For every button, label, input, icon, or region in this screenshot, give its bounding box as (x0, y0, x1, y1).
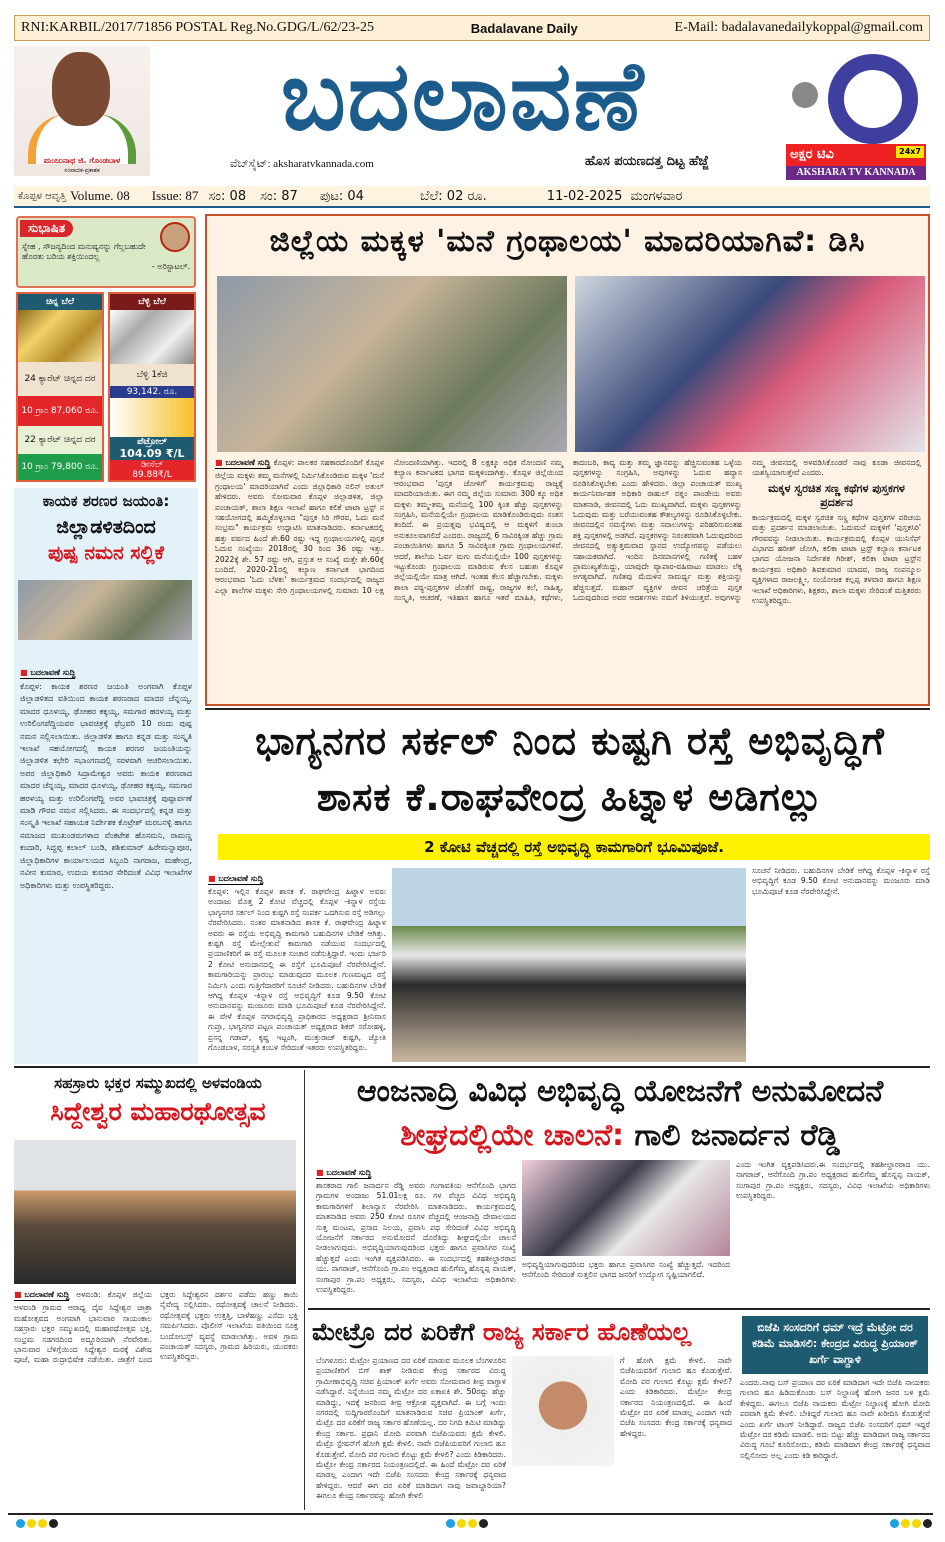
siddeshwara-body: ಅಳವಂಡಿ: ಕೊಪ್ಪಳ ಜಿಲ್ಲೆಯ ಅಳವಂಡಿ ಗ್ರಾಮದ ಆರಾಧ್ಯ ದೈವ ಸಿದ್ದೇಶ್ವರ ಜಾತ್ರಾ ಮಹೋತ್ಸವದ ಅಂಗವಾಗಿ ಭಾನುವಾರ ಸಾಯಂಕಾಲ ಸಹಸ್ರಾರು ಭಕ್ತರ ಸಮ್ಮುಖದಲ್ಲಿ ಮಹಾರಥೋತ್ಸವ ಭಕ್ತಿ, ಸಂಭ್ರಮ ಸಡಗರದಿಂದ ಅದ್ದೂರಿಯಾಗಿ ನೆರವೇರಿತು. ಭಾನುವಾರ ಬೆಳಿಗ್ಗೆಯಿಂದ ಸಿದ್ದೇಶ್ವರ ಮಠಕ್ಕೆ ವಿಶೇಷ ಪೂಜೆ, ಮಹಾ ರುದ್ರಾಭಿಷೇಕ ನಡೆಯಿತು. ಜಾತ್ರೆಗೆ ಬಂದ ಭಕ್ತರು ಸಿದ್ದೇಶ್ವರನ ದರ್ಶನ ಪಡೆದು ಹಣ್ಣು ಕಾಯಿ ನೈವೇದ್ಯ ಸಲ್ಲಿಸಿದರು. ರಥೋತ್ಸವಕ್ಕೆ ಚಾಲನೆ ನೀಡಿದರು. ರಥೋತ್ಸವಕ್ಕೆ ಭಕ್ತರು ಉತ್ತತ್ತಿ, ಬಾಳೆಹಣ್ಣು ಎಸೆದು ಭಕ್ತಿ ಸಮರ್ಪಿಸಿದರು. ಪೊಲೀಸ್ ಇಲಾಖೆಯ ವತಿಯಿಂದ ಸೂಕ್ತ ಬಂದೋಬಸ್ತ್ ವ್ಯವಸ್ಥೆ ಮಾಡಲಾಗಿತ್ತು. ಅವಳಿ ಗ್ರಾಮ ಪಂಚಾಯತ್ ಸದಸ್ಯರು, ಗ್ರಾಮದ ಹಿರಿಯರು, ಯುವಕರು ಉಪಸ್ಥಿತರಿದ್ದರು. (14, 1290, 298, 1365)
metro-headline-red: ರಾಜ್ಯ ಸರ್ಕಾರ ಹೊಣೆಯಲ್ಲ (482, 1318, 692, 1346)
date: 11-02-2025 (546, 188, 623, 204)
top-info-bar (14, 15, 930, 41)
paper-name-english: Badalavane Daily (470, 20, 578, 36)
gold-title: ಚಿನ್ನ ಬೆಲೆ (18, 294, 102, 310)
kayaka-body: ಕೊಪ್ಪಳ: ಕಾಯಕ ಶರಣರ ಜಯಂತಿ ಅಂಗವಾಗಿ ಕೊಪ್ಪಳ ಜಿಲ್ಲಾಡಳಿತದ ವತಿಯಿಂದ ಕಾಯಕ ಶರಣರಾದ ಮಾದರ ಚೆನ್ನಯ್ಯ, ಮಾದರ ಧೂಳಯ್ಯ, ಢೋಹರ ಕಕ್ಕಯ್ಯ, ಸಮಗಾರ ಹರಳಯ್ಯ ಮತ್ತು ಉರಿಲಿಂಗಪೆದ್ದಿಯವರ ಭಾವಚಿತ್ರಕ್ಕೆ ಫೆಬ್ರವರಿ 10 ರಂದು ಪುಷ್ಪ ನಮನ ಸಲ್ಲಿಸಲಾಯಿತು. ಜಿಲ್ಲಾಡಳಿತ ಹಾಗೂ ಕನ್ನಡ ಮತ್ತು ಸಂಸ್ಕೃತಿ ಇಲಾಖೆ ಸಹಯೋಗದಲ್ಲಿ ಕಾಯಕ ಶರಣರ ಜಯಂತಿಯನ್ನು ಜಿಲ್ಲಾಡಳಿತ ಕಛೇರಿ ಸಭಾಂಗಣದಲ್ಲಿ ಸರಳವಾಗಿ ಆಚರಿಸಲಾಯಿತು. ಅಪರ ಜಿಲ್ಲಾಧಿಕಾರಿ ಸಿದ್ರಾಮೇಶ್ವರ ಅವರು ಕಾಯಕ ಶರಣರಾದ ಮಾದರ ಚೆನ್ನಯ್ಯ, ಮಾದರ ಧೂಳಯ್ಯ, ಢೋಹರ ಕಕ್ಕಯ್ಯ, ಸಮಗಾರ ಹರಳಯ್ಯ ಮತ್ತು ಉರಿಲಿಂಗಪೆದ್ದಿ ಅವರ ಭಾವಚಿತ್ರಕ್ಕೆ ಪುಷ್ಪಾರ್ಪಣೆ ಮಾಡಿ ಗೌರವ ನಮನ ಸಲ್ಲಿಸಿದರು. ಈ ಸಂದರ್ಭದಲ್ಲಿ ಕನ್ನಡ ಮತ್ತು ಸಂಸ್ಕೃತಿ ಇಲಾಖೆ ಸಹಾಯಕ ನಿರ್ದೇಶಕ ಕೊಟ್ರೇಶ್ ಮರಬನಳ್ಳಿ ಹಾಗೂ ಸಮಾಜದ ಮುಖಂಡರುಗಳಾದ ವೆಂಕಟೇಶ ಹೊಸಮನಿ, ರಾಮಣ್ಣ ಕಂದಾರಿ, ಸಿದ್ದಪ್ಪ ಕಲಾಲ್ ಬಂಡಿ, ಶಶಿಕುಮಾರ್ ಹಿರೇಮನ್ನಾಪೂರ, ಜಿಲ್ಲಾಧಿಕಾರಿಗಳ ಕಾರ್ಯಾಲಯದ ಸಿಬ್ಬಂದಿ ನಾಗರಾಜ, ಮಹೇಂದ್ರ, ನವೀನ ಕುಮಾರ, ಉದಯ ಕುಮಾರ ಸೇರಿದಂತೆ ವಿವಿಧ ಇಲಾಖೆಗಳ ಅಧಿಕಾರಿಗಳು ಮತ್ತು ಉಪಸ್ಥಿತರಿದ್ದರು. (20, 682, 192, 890)
anjanadri-body: ಶಾಸಕರಾದ ಗಾಲಿ ಜನಾರ್ದನ ರೆಡ್ಡಿ ಅವರು ಗಂಗಾವತಿಯ ಆನೆಗೊಂದಿ ಭಾಗದ ಗ್ರಾಮಗಳ ಅಂದಾಜು 51.01ಲಕ್ಷ ರೂ. ಗಳ ವೆಚ್ಚದ ವಿವಿಧ ಅಭಿವೃದ್ಧಿ ಕಾಮಗಾರಿಗಳಿಗೆ ಶಿಲಾನ್ಯಾಸ ನೆರವೇರಿಸಿ ಮಾತನಾಡಿದರು. ಕಾರ್ಯಕ್ರಮದಲ್ಲಿ ಮಾತನಾಡಿದ ಅವರು 250 ಕೋಟಿ ರೂಗಳ ವೆಚ್ಚದಲ್ಲಿ ಆಂಜನಾದ್ರಿ ದೇವಾಲಯದ ಸುತ್ತ ಮಂಟಪ, ಪ್ರಸಾದ ನಿಲಯ, ಪ್ರವಾಸಿ ಪಥ ಸೇರಿದಂತೆ ವಿವಿಧ ಅಭಿವೃದ್ಧಿ ಯೋಜನೆಗೆ ಸರ್ಕಾರದ ಅನುಮೋದನೆ ದೊರೆತಿದ್ದು ಶೀಘ್ರದಲ್ಲಿಯೇ ಚಾಲನೆ ನೀಡಲಾಗುವುದು. ಅಭಿವೃದ್ಧಿಯಾಗುವುದರಿಂದ ಭಕ್ತರು ಹಾಗೂ ಪ್ರವಾಸಿಗರ ಸಂಖ್ಯೆ ಹೆಚ್ಚುತ್ತದೆ ಎಂದು ಇಂಗಿತ ವ್ಯಕ್ತಪಡಿಸಿದರು. ಈ ಸಂದರ್ಭದಲ್ಲಿ ತಹಶೀಲ್ದಾರರಾದ ಯು. ನಾಗರಾಜ್, ಆನೆಗೊಂದಿ ಗ್ರಾ.ಪಂ ಅಧ್ಯಕ್ಷರಾದ ಹುಲಿಗೆಮ್ಮ ಹೊನ್ನಪ್ಪ ನಾಯಕ್, ಸಂಗಾಪುರ ಗ್ರಾ.ಪಂ ಅಧ್ಯಕ್ಷರು, ಸದಸ್ಯರು, ವಿವಿಧ ಇಲಾಖೆಯ ಅಧಿಕಾರಿಗಳು ಉಪಸ್ಥಿತರಿದ್ದರು. (316, 1181, 516, 1295)
metro-body-2: ಎಂದರು.ನಾವು ಬಸ್ ಪ್ರಯಾಣ ದರ ಏರಿಕೆ ಮಾಡಿದಾಗ ಇದೇ ಬಿಜೆಪಿ ನಾಯಕರು ಗುಲಾಬಿ ಹೂ ಹಿಡಿದುಕೊಂಡು ಬಸ್ ನಿಲ್ದಾಣಕ್ಕೆ ಹೋಗಿ ಜನರ ಬಳಿ ಕ್ಷಮೆ ಕೇಳಿದ್ದರು. ಈಗಲೂ ಬಿಜೆಪಿ ನಾಯಕರು ಮೆಟ್ರೋ ನಿಲ್ದಾಣಕ್ಕೆ ಹೋಗಿ ಮೋದಿ ಪರವಾಗಿ ಕ್ಷಮೆ ಕೇಳಲಿ. ಬೇಕಿದ್ದರೆ ಗುಲಾಬಿ ಹೂ ನಾವೇ ಖರೀದಿಸಿ ಕೊಡುತ್ತೇವೆ ಎಂದು ಖರ್ಗೆ ಟಾಂಗ್ ನೀಡಿದ್ದಾರೆ. ರಾಜ್ಯದ ಬಿಜೆಪಿ ಸಂಸದರಿಗೆ ಧಮ್ ಇದ್ದರೆ ಮೆಟ್ರೋ ದರ ಕಡಿಮೆ ಮಾಡಲಿ. ಅದು ಬಿಟ್ಟು ಹೆಚ್ಚು ಮಾಡಿದಾಗ ರಾಜ್ಯ ಸರ್ಕಾರದ ವಿರುದ್ಧ ಗೂಬೆ ಕೂರಿಸೋದು, ಕಡಿಮೆ ಮಾಡಿದಾಗ ಕೇಂದ್ರ ಸರ್ಕಾರಕ್ಕೆ ಧನ್ಯವಾದ ಸಲ್ಲಿಸೋದು ಅಲ್ಲ ಎಂದು ಕಿಡಿ ಕಾರಿದ್ದಾರೆ. (740, 1378, 930, 1460)
kayaka-article (14, 488, 198, 1064)
aristotle-portrait (160, 222, 190, 252)
price: ಬೆಲೆ: 02 ರೂ. (419, 188, 487, 204)
registration-dots (16, 1519, 58, 1528)
anjanadri-photo (522, 1160, 730, 1256)
top-story-body-2: ಕಾರ್ಯಕ್ರಮದಲ್ಲಿ ಮಕ್ಕಳ ಸ್ವರಚಿತ ಸಣ್ಣ ಕಥೆಗಳ ಪುಸ್ತಕಗಳ ಪರಿಚಯ ಮತ್ತು ಪ್ರದರ್ಶನ ಮಾಡಲಾಯಿತು. ಓದುಮನೆ ಮಕ್ಕಳಿಗೆ 'ಪುಸ್ತಕಸಿರಿ' ಗೌರವವನ್ನು ನೀಡಲಾಯಿತು. ಕಾರ್ಯಕ್ರಮದಲ್ಲಿ ಕೊಪ್ಪಳ ಯುನಿಸೆಫ್ ವಿಭಾಗದ ಹರೀಶ್ ಜೋಗಿ, ಕಲಿಕಾ ಟಾಟಾ ಟ್ರಸ್ಟ್ ಕಲ್ಯಾಣ ಕರ್ನಾಟಕ ಭಾಗದ ಯೋಜನಾ ನಿರ್ದೇಶಕ ಗಿರೀಶ್, ಕಲಿಕಾ ಟಾಟಾ ಟ್ರಸ್ಟ್‌ನ ಕಾರ್ಯಕ್ರಮ ಅಧಿಕಾರಿ ಶಿವಕುಮಾರ ಯಾದವ, ರಾಜ್ಯ ಸಂಪನ್ಮೂಲ ವ್ಯಕ್ತಿಗಳಾದ ರಾಜಲಕ್ಷ್ಮೀ, ಸಂಯೋಜಕ ಕಲ್ಲಪ್ಪ ತಳವಾರ ಹಾಗೂ ಶಿಕ್ಷಣ ಇಲಾಖೆ ಅಧಿಕಾರಿಗಳು, ಶಿಕ್ಷಕರು, ಶಾಲಾ ಮಕ್ಕಳು ಸೇರಿದಂತೆ ಮತ್ತಿತರರು ಉಪಸ್ಥಿತರಿದ್ದರು. (752, 512, 921, 606)
volume: Volume. 08 (70, 188, 130, 203)
byline: ■ ಬದಲಾವಣೆ ಸುದ್ದಿ (14, 1290, 69, 1301)
issue: Issue: 87 (151, 188, 199, 203)
subhashita-title: ಸುಭಾಷಿತ (20, 220, 73, 237)
road-story-photo (392, 868, 746, 1062)
byline: ■ ಬದಲಾವಣೆ ಸುದ್ದಿ (316, 1168, 371, 1179)
issue-info-bar (14, 186, 930, 208)
byline: ■ ಬದಲಾವಣೆ ಸುದ್ದಿ (208, 874, 263, 885)
subhashita-text: ಸ್ನೇಹ , ಸೌಜನ್ಯದಿಂದ ಮನುಷ್ಯನನ್ನು ಗೆಲ್ಲಬಹುದೇ ಹೊರತು ಬರಿಯ ಶಕ್ತಿಯಿಂದಲ್ಲ (22, 242, 146, 261)
rni-number: RNI:KARBIL/2017/71856 POSTAL Reg.No.GDG/L/62/23-25 (21, 20, 375, 35)
samputa: ಸಂ: 08 (208, 188, 247, 204)
gold24-value: 10 ಗ್ರಾಂ 87,060 ರೂ. (18, 396, 102, 426)
metro-headline (312, 1312, 732, 1352)
divider (14, 1066, 930, 1068)
registration-dots (890, 1519, 932, 1528)
tv-label: ಅಕ್ಷರ ಟಿವಿ (790, 147, 834, 162)
editor-role: ಸಂಪಾದಕ-ಪ್ರಕಾಶಕ (64, 167, 100, 174)
gold-prices (16, 292, 104, 482)
byline: ■ ಬದಲಾವಣೆ ಸುದ್ದಿ (20, 668, 75, 679)
kayaka-photo (18, 580, 192, 640)
gold24-label: 24 ಕ್ಯಾರೆಟ್ ಚಿನ್ನದ ದರ (18, 362, 102, 396)
metro-body: ಬೆಂಗಳೂರು: ಮೆಟ್ರೋ ಪ್ರಯಾಣದ ದರ ಏರಿಕೆ ಮಾಡುವ ಮೂಲಕ ಬೆಂಗಳೂರಿನ ಪ್ರಯಾಣಿಕರಿಗೆ ಬಿಗ್ ಶಾಕ್ ನೀಡಿರುವ ಕೇಂದ್ರ ಸರ್ಕಾರದ ವಿರುದ್ಧ ಗ್ರಾಮೀಣಾಭಿವೃದ್ಧಿ ಸಚಿವ ಪ್ರಿಯಾಂಕ್ ಖರ್ಗೆ ಅವರು ಸೋಮವಾರ ತೀವ್ರ ವಾಗ್ದಾಳಿ ನಡೆಸಿದ್ದಾರೆ. ನಿನ್ನೆಯಿಂದ ನಮ್ಮ ಮೆಟ್ರೋ ದರ ಏಕಾಏಕಿ ಶೇ. 50ರಷ್ಟು ಹೆಚ್ಚು ಮಾಡಿದ್ದು, ಇದಕ್ಕೆ ಜನರಿಂದ ತೀವ್ರ ಆಕ್ರೋಶ ವ್ಯಕ್ತವಾಗಿದೆ. ಈ ಬಗ್ಗೆ ಇಂದು ನಗರದಲ್ಲಿ ಸುದ್ದಿಗಾರರೊಂದಿಗೆ ಮಾತನಾಡಿರುವ ಸಚಿವ ಪ್ರಿಯಾಂಕ್ ಖರ್ಗೆ, ಮೆಟ್ರೊ ದರ ಏರಿಕೆಗೆ ರಾಜ್ಯ ಸರ್ಕಾರ ಹೊಣೆಯಲ್ಲ. ದರ ನಿಗದಿ ಕಮಿಟಿ ಮಾಡಿದ್ದು ಕೇಂದ್ರ ಸರ್ಕಾರ. ಪ್ರಧಾನಿ ಮೋದಿ ಪರವಾಗಿ ಬಿಜೆಪಿಯವರು ಕ್ಷಮೆ ಕೇಳಲಿ. ಮೆಟ್ರೊ ಸ್ಟೇಷನ್‌ಗೆ ಹೋಗಿ ಕ್ಷಮೆ ಕೇಳಲಿ. ನಾವೇ ಬಿಜೆಪಿಯವರಿಗೆ ಗುಲಾಬಿ ಹೂ ಕೊಡುತ್ತೇವೆ. ಮೋದಿ ಪರ ಗುಲಾಬಿ ಕೊಟ್ಟು ಕ್ಷಮೆ ಕೇಳಲಿ? ಎಂದು ಕಿಡಿಕಾರಿದರು. ಮೆಟ್ರೋ ಕೇಂದ್ರ ಸರ್ಕಾರದ ನಿಯಂತ್ರಣದಲ್ಲಿದೆ. ಈ ಹಿಂದೆ ಮೆಟ್ರೋ ದರ ಏರಿಕೆ ಮಾಡಲ್ಲ ಎಂದಾಗ ಇದೇ ಬಿಜೆಪಿ ಸಂಸದರು ಕೇಂದ್ರ ಸರ್ಕಾರಕ್ಕೆ ಧನ್ಯವಾದ ಹೇಳಿದ್ದರು. ಆದರೆ ಈಗ ದರ ಏರಿಕೆ ಮಾಡಿದಾಗ ನಾವು ಜವಾಬ್ದಾರಿಯಾ? ಈಗಲೂ ಕೇಂದ್ರ ಸರ್ಕಾರವನ್ನು ಹೋಗಿ ಕೇಳಲಿ (316, 1356, 506, 1501)
microphone-icon (792, 82, 818, 108)
silver-value: 93,142. ರೂ. (110, 386, 194, 398)
road-story-headline-2: ಶಾಸಕ ಕೆ.ರಾಘವೇಂದ್ರ ಹಿಟ್ನಾಳ ಅಡಿಗಲ್ಲು (316, 775, 824, 819)
metro-side-box: ಬಿಜೆಪಿ ಸಂಸದರಿಗೆ ಧಮ್ ಇದ್ರೆ ಮೆಟ್ರೋ ದರ ಕಡಿಮೆ ಮಾಡಿಸಲಿ: ಕೇಂದ್ರದ ವಿರುದ್ಧ ಪ್ರಿಯಾಂಕ್ ಖರ್ಗೆ ವಾಗ್ದಾಳಿ (742, 1316, 928, 1374)
top-story-headline: ಜಿಲ್ಲೆಯ ಮಕ್ಕಳ 'ಮನೆ ಗ್ರಂಥಾಲಯ' ಮಾದರಿಯಾಗಿವೆ: ಡಿಸಿ (269, 224, 866, 259)
priyank-kharge-photo (512, 1356, 614, 1466)
siddeshwara-article (14, 1072, 302, 1130)
tagline: ಹೊಸ ಪಯಣದತ್ತ ದಿಟ್ಟ ಹೆಜ್ಜೆ (585, 154, 709, 169)
divider (308, 1308, 930, 1310)
edition: ಕೊಪ್ಪಳ ಆವೃತ್ತಿ (18, 190, 67, 202)
anjanadri-headline-2: ಗಾಲಿ ಜನಾರ್ದನ ರೆಡ್ಡಿ (634, 1118, 840, 1153)
weekday: ಮಂಗಳವಾರ (630, 188, 683, 204)
tv-name-english: AKSHARA TV KANNADA (786, 166, 926, 180)
top-story-photo-1 (217, 276, 567, 452)
website: ವೆಬ್‌ಸೈಟ್: aksharatvkannada.com (230, 158, 374, 170)
sanchike: ಸಂ: 87 (260, 188, 298, 204)
editor-name: ಮಂಜುನಾಥ ಜಿ. ಗೊಂಡಬಾಳ (43, 156, 121, 165)
gold22-label: 22 ಕ್ಯಾರೆಟ್ ಚಿನ್ನದ ದರ (18, 426, 102, 454)
diesel-label: ಡೀಸೆಲ್ (140, 460, 164, 471)
silver-fuel-prices (108, 292, 196, 482)
silver-bars-image (110, 310, 194, 365)
siddeshwara-headline-2: ಸಿದ್ದೇಶ್ವರ ಮಹಾರಥೋತ್ಸವ (50, 1097, 266, 1126)
petrol-label: ಪೆಟ್ರೋಲ್ (137, 437, 167, 448)
tv-badge: 24x7 (896, 146, 924, 158)
registration-dots (446, 1519, 488, 1528)
road-story-body-cont: ಸೂಚನೆ ನೀಡಿದರು. ಬಹುದಿನಗಳ ಬೇಡಿಕೆ ಆಗಿದ್ದ ಕೊಪ್ಪಳ -ಕಿನ್ನಾಳ ರಸ್ತೆ ಅಭಿವೃದ್ಧಿಗೆ ಕೂಡ 9.50 ಕೋಟಿ ಅನುದಾನವನ್ನು ಮಂಜೂರು ಮಾಡಿ ಭೂಮಿಪೂಜೆ ಕೂಡ ನೆರವೇರಿಸಿದ್ದೇನೆ. (752, 866, 930, 896)
top-story-photo-2 (575, 276, 925, 452)
subhashita-box (16, 216, 196, 288)
gold-bars-image (18, 310, 102, 362)
petrol-value: 104.09 ₹/L (119, 447, 185, 461)
metro-body-cont: ಗೆ ಹೋಗಿ ಕ್ಷಮೆ ಕೇಳಲಿ. ನಾವೇ ಬಿಜೆಪಿಯವರಿಗೆ ಗುಲಾಬಿ ಹೂ ಕೊಡುತ್ತೇವೆ. ಮೋದಿ ಪರ ಗುಲಾಬಿ ಕೊಟ್ಟು ಕ್ಷಮೆ ಕೇಳಲಿ? ಎಂದು ಕಿಡಿಕಾರಿದರು. ಮೆಟ್ರೋ ಕೇಂದ್ರ ಸರ್ಕಾರದ ನಿಯಂತ್ರಣದಲ್ಲಿದೆ. ಈ ಹಿಂದೆ ಮೆಟ್ರೋ ದರ ಏರಿಕೆ ಮಾಡಲ್ಲ ಎಂದಾಗ ಇದೇ ಬಿಜೆಪಿ ಸಂಸದರು ಕೇಂದ್ರ ಸರ್ಕಾರಕ್ಕೆ ಧನ್ಯವಾದ ಹೇಳಿದ್ದರು. (620, 1356, 732, 1438)
kayaka-headline-2: ಜಿಲ್ಲಾಡಳಿತದಿಂದ (56, 516, 156, 538)
diesel-value: 89.88₹/L (132, 470, 172, 481)
page-number: ಪುಟ: 04 (319, 188, 364, 204)
metro-headline-black: ಮೇಟ್ರೊ ದರ ಏರಿಕೆಗೆ (312, 1318, 475, 1346)
column-divider (304, 1070, 305, 1510)
rathotsava-photo (14, 1140, 296, 1284)
road-story-body: ಕೊಪ್ಪಳ: ಇಲ್ಲಿನ ಕೊಪ್ಪಳ ಶಾಸಕ ಕೆ. ರಾಘವೇಂದ್ರ ಹಿಟ್ನಾಳ ಅವರು ಅಂದಾಜು ಮೊತ್ತ 2 ಕೋಟಿ ವೆಚ್ಚದಲ್ಲಿ ಕೊಪ್ಪಳ -ಕಿನ್ನಾಳ ರಸ್ತೆಯ ಭಾಗ್ಯನಗರ ಸರ್ಕಲ್ ನಿಂದ ಕುಷ್ಟಗಿ ರಸ್ತೆ ಸಂಪರ್ಕ ಒದಗಿಸುವ ರಸ್ತೆ ಅಡಿಗಲ್ಲು ನೆರವೇರಿಸಿದರು. ನಂತರ ಮಾತನಾಡಿದ ಶಾಸಕ ಕೆ. ರಾಘವೇಂದ್ರ ಹಿಟ್ನಾಳ ಅವರು ಈ ರಸ್ತೆಯ ಅಭಿವೃದ್ಧಿ ಕಾಮಗಾರಿ ಬಹುದಿನಗಳ ಬೇಡಿಕೆ ಆಗಿತ್ತು. ಕುಷ್ಟಗಿ ರಸ್ತೆ ಮೇಲ್ಸೇತುವೆ ಕಾಮಗಾರಿ ನಡೆಯುವ ಸಂದರ್ಭದಲ್ಲಿ ಪ್ರಯಾಣಿಕರಿಗೆ ಈ ರಸ್ತೆ ಮೂಲಕ ಸಂಚಾರ ನಡೆಸುತ್ತಿದ್ದಾರೆ. ಇಂದು ಭರ್ಜರಿ 2 ಕೋಟಿ ಅನುದಾನದಲ್ಲಿ ಈ ರಸ್ತೆಗೆ ಭೂಮಿಪೂಜೆ ನೆರವೇರಿಸಿದ್ದೇನೆ. ಕಾಮಗಾರಿಯನ್ನು ಪ್ರಾರಂಭ ಮಾಡುವುದರ ಮೂಲಕ ಗುಣಮಟ್ಟದ ರಸ್ತೆ ನಿರ್ಮಿಸಿ ಎಂದು ಗುತ್ತಿಗೆದಾರರಿಗೆ ಸೂಚನೆ ನೀಡಿದರು. ಬಹುದಿನಗಳ ಬೇಡಿಕೆ ಆಗಿದ್ದ ಕೊಪ್ಪಳ -ಕಿನ್ನಾಳ ರಸ್ತೆ ಅಭಿವೃದ್ಧಿಗೆ ಕೂಡ 9.50 ಕೋಟಿ ಅನುದಾನವನ್ನು ಮಂಜೂರು ಮಾಡಿ ಭೂಮಿಪೂಜೆ ಕೂಡ ನೆರವೇರಿಸಿದ್ದೇನೆ. ಈ ವೇಳೆ ಕೊಪ್ಪಳ ನಗರಾಭಿವೃದ್ಧಿ ಪ್ರಾಧಿಕಾರದ ಅಧ್ಯಕ್ಷರಾದ ಶ್ರೀನಿವಾಸ ಗುಪ್ತಾ, ಭಾಗ್ಯನಗರ ಪಟ್ಟಣ ಪಂಚಾಯತ್ ಅಧ್ಯಕ್ಷರಾದ ಶಿಕರ್ ಸರೋಹಳ್ಳಿ, ಪ್ರಸನ್ನ ಗಡಾದ್, ಕೃಷ್ಣ ಇಟ್ಟಂಗಿ, ಮುತ್ತುರಾಜ್ ಕುಷ್ಟಗಿ, ಜ್ಯೋತಿ ಗೊಂಡಬಾಳ, ಸರಸ್ವತಿ ಕಂಬಳಿ ಸೇರಿದಂತೆ ಇತರರು ಉಪಸ್ಥಿತರಿದ್ದರು. (208, 887, 386, 1053)
anjanadri-body-cont-2: ಎಂದು ಇಂಗಿತ ವ್ಯಕ್ತಪಡಿಸಿದರು.ಈ ಸಂದರ್ಭದಲ್ಲಿ ತಹಶೀಲ್ದಾರರಾದ ಯು. ನಾಗರಾಜ್, ಆನೆಗೊಂದಿ ಗ್ರಾ.ಪಂ ಅಧ್ಯಕ್ಷರಾದ ಹುಲಿಗೆಮ್ಮ ಹೊನ್ನಪ್ಪ ನಾಯಕ್, ಸಂಗಾಪುರ ಗ್ರಾ.ಪಂ ಅಧ್ಯಕ್ಷರು, ಸದಸ್ಯರು, ವಿವಿಧ ಇಲಾಖೆಯ ಅಧಿಕಾರಿಗಳು ಉಪಸ್ಥಿತರಿದ್ದರು. (736, 1160, 930, 1201)
kayaka-headline-3: ಪುಷ್ಪ ನಮನ ಸಲ್ಲಿಕೆ (47, 542, 165, 564)
silver-label: ಬೆಳ್ಳಿ 1ಕೆಜಿ (110, 364, 194, 385)
road-story-headline-1: ಭಾಗ್ಯನಗರ ಸರ್ಕಲ್ ನಿಂದ ಕುಷ್ಟಗಿ ರಸ್ತೆ ಅಭಿವೃದ್ಧಿಗೆ (255, 719, 885, 763)
anjanadri-headline-1: ಆಂಜನಾದ್ರಿ ವಿವಿಧ ಅಭಿವೃದ್ಧಿ ಯೋಜನೆಗೆ ಅನುಮೋದನೆ (356, 1074, 884, 1109)
kayaka-headline-1: ಕಾಯಕ ಶರಣರ ಜಯಂತಿ: (42, 492, 170, 510)
fuel-pump-icon (110, 398, 194, 437)
masthead-logo: ಬದಲಾವಣೆ (280, 40, 646, 152)
byline: ■ ಬದಲಾವಣೆ ಸುದ್ದಿ (215, 458, 270, 469)
subhashita-author: - ಅರಿಸ್ಟಾಟಲ್. (151, 262, 190, 271)
top-story (205, 214, 930, 706)
email: E-Mail: badalavanedailykoppal@gmail.com (674, 20, 923, 35)
gold22-value: 10 ಗ್ರಾಂ 79,800 ರೂ. (18, 454, 102, 480)
footer-divider (8, 1513, 933, 1515)
anjanadri-headline-2-red: ಶೀಘ್ರದಲ್ಲಿಯೇ ಚಾಲನೆ: (400, 1118, 625, 1153)
anjanadri-body-cont: ಅಭಿವೃದ್ಧಿಯಾಗುವುದರಿಂದ ಭಕ್ತರು ಹಾಗೂ ಪ್ರವಾಸಿಗರ ಸಂಖ್ಯೆ ಹೆಚ್ಚುತ್ತದೆ. ಇದರಿಂದ ಆನೆಗೊಂದಿ ಸೇರಿದಂತೆ ಸುತ್ತಲಿನ ಭಾಗದ ಜನರಿಗೆ ಉದ್ಯೋಗ ಸೃಷ್ಟಿಯಾಗಲಿದೆ. (522, 1260, 730, 1280)
top-story-subhead: ಮಕ್ಕಳ ಸ್ವರಚಿತ ಸಣ್ಣ ಕಥೆಗಳ ಪುಸ್ತಕಗಳ ಪ್ರದರ್ಶನ (768, 481, 905, 509)
road-story-subhead: 2 ಕೋಟಿ ವೆಚ್ಚದಲ್ಲಿ ರಸ್ತೆ ಅಭಿವೃದ್ಧಿ ಕಾಮಗಾರಿಗೆ ಭೂಮಿಪೂಜೆ. (218, 834, 930, 860)
akshara-tv-logo (786, 48, 926, 180)
editor-photo (14, 46, 150, 176)
divider (205, 708, 930, 710)
silver-title: ಬೆಳ್ಳಿ ಬೆಲೆ (110, 294, 194, 310)
siddeshwara-headline-1: ಸಹಸ್ರಾರು ಭಕ್ತರ ಸಮ್ಮುಖದಲ್ಲಿ ಅಳವಂಡಿಯ (54, 1074, 262, 1092)
price-box (16, 292, 196, 482)
top-story-body: ಕೊಪ್ಪಳ: ಪಾಲಕರ ಸಹಕಾರದೊಂದಿಗೆ ಕೊಪ್ಪಳ ಜಿಲ್ಲೆಯ ಮಕ್ಕಳು ತಮ್ಮ ಮನೆಗಳಲ್ಲಿ ನಿರ್ಮಿಸಿಕೊಂಡಿರುವ ಮಕ್ಕಳ 'ಮನೆ ಗ್ರಂಥಾಲಯ' ಮಾದರಿಯಾಗಿವೆ ಎಂದು ಜಿಲ್ಲಾಧಿಕಾರಿ ನಲಿನ್ ಅತುಲ್ ಹೇಳಿದರು. ಅವರು ಸೋಮವಾರ ಕೊಪ್ಪಳ ಜಿಲ್ಲಾಡಳಿತ, ಜಿಲ್ಲಾ ಪಂಚಾಯತ್, ಶಾಲಾ ಶಿಕ್ಷಣ ಇಲಾಖೆ ಹಾಗೂ ಕಲಿಕೆ ಟಾಟಾ ಟ್ರಸ್ಟ್ ನ ಸಹಯೋಗದಲ್ಲಿ ಹಮ್ಮಿಕೊಳ್ಳಲಾದ "ಪುಸ್ತಕ ಸಿರಿ ಗೌರವ, ಓದು ಮನೆ ಸಂಭ್ರಮ" ಕಾರ್ಯಕ್ರಮ ಉದ್ಘಾಟಿಸಿ ಮಾತನಾಡಿದರು. ಕರ್ನಾಟಕದಲ್ಲಿ ಹತ್ತು ವರ್ಷದ ಹಿಂದೆ ಶೇ.60 ರಷ್ಟು ಇದ್ದ ಗ್ರಂಥಾಲಯಗಳಲ್ಲಿ ಪುಸ್ತಕ ಓದುವ ಸಂಖ್ಯೆಯು 2018ರಲ್ಲಿ 30 ರಿಂದ 36 ರಷ್ಟು ಇತ್ತು. 2022ಕ್ಕೆ ಶೇ. 57 ರಷ್ಟು ಆಗಿ, ಪ್ರಸ್ತುತ ಆ ಸಂಖ್ಯೆ ಮತ್ತೇ ಶೇ.60ಕ್ಕೆ ಬಂದಿದೆ. 2020-21ರಲ್ಲಿ ಕಲ್ಯಾಣ ಕರ್ನಾಟಕ ಭಾಗದಿಂದ ಆರಂಭವಾದ 'ಓದು ಬೆಳಕು' ಕಾರ್ಯಕ್ರಮದ ಸಂದರ್ಭದಲ್ಲಿ ರಾಜ್ಯದ ಎಲ್ಲಾ ಶಾಲೆಗಳ ಮಕ್ಕಳು ಸೇರಿ ಗ್ರಂಥಾಲಯಗಳಲ್ಲಿ ಸುಮಾರು 10 ಲಕ್ಷ ನೋಂದಣಿಯಾಗಿತ್ತು. ಇದರಲ್ಲಿ 8 ಲಕ್ಷಕ್ಕೂ ಅಧಿಕ ನೋಂದಣಿ ನಮ್ಮ ಕಲ್ಯಾಣ ಕರ್ನಾಟಕದ ಭಾಗದ ಮಕ್ಕಳಿಂದಾಗಿತ್ತು. ಕೊಪ್ಪಳ ಜಿಲ್ಲೆಯಿಂದ ಆರಂಭವಾದ 'ಪುಸ್ತಕ ಜೋಳಿಗೆ' ಕಾರ್ಯಕ್ರಮವು ರಾಜ್ಯಕ್ಕೆ ಮಾದರಿಯಾಯಿತು. ಈಗ ನಮ್ಮ ಜಿಲ್ಲೆಯ ಸುಮಾರು 300 ಕ್ಕೂ ಅಧಿಕ ಮಕ್ಕಳು ತಮ್ಮ-ತಮ್ಮ ಮನೆಯಲ್ಲಿ 100 ಕ್ಕಿಂತ ಹೆಚ್ಚು ಪುಸ್ತಕಗಳನ್ನು ಸಂಗ್ರಹಿಸಿ, ಮನೆಯಲ್ಲಿಯೇ ಗ್ರಂಥಾಲಯ ಮಾಡಿಕೊಂಡಿರುವುದು ಸಂತಸ ತಂದಿದೆ. ಈ ಪ್ರಯತ್ನವು ಭವಿಷ್ಯದಲ್ಲಿ ಆ ಮಕ್ಕಳಿಗೆ ತುಂಬಾ ಅನುಕೂಲವಾಗಲಿದೆ ಎಂದರು. ರಾಜ್ಯದಲ್ಲಿ 6 ಸಾವಿರಕ್ಕಿಂತ ಹೆಚ್ಚು ಗ್ರಾಮ ಪಂಚಾಯಿತಿಗಳು ಹಾಗೂ 5 ಸಾವಿರಕ್ಕಿಂತ ಗ್ರಾಮ ಗ್ರಂಥಾಲಯಗಳಿವೆ. ಆದರೆ, ಶಾಲೆಯ ಓರ್ವ ಮಗು ಮನೆಯಲ್ಲಿಯೇ 100 ಪುಸ್ತಕಗಳನ್ನು ಇಟ್ಟುಕೊಂಡು ಗ್ರಂಥಾಲಯ ಮಾಡಿರುವ ಕೆಲಸ ಬಹುಶಃ ಕೊಪ್ಪಳ ಜಿಲ್ಲೆಯಲ್ಲಿಯೇ ಮಾತ್ರ ಆಗಿದೆ. ಇಂತಹ ಕೆಲಸ ಹೆಚ್ಚಾಗಬೇಕು. ಮಕ್ಕಳು ಶಾಲಾ ಪಠ್ಯ-ಪುಸ್ತಕಗಳ ಜೊತೆಗೆ ರಾಷ್ಟ್ರ, ರಾಜ್ಯಗಳ ಕಲೆ, ಸಾಹಿತ್ಯ, ಸಂಸ್ಕೃತಿ, ಆಚರಣೆ, ಇತಿಹಾಸ ಹಾಗೂ ಇತರೆ ಮಾಹಿತಿ, ಕಥೆಗಳು, ಕಾದಂಬರಿ, ಕಾವ್ಯ ಮತ್ತು ತಮ್ಮ ಜ್ಞಾನವನ್ನು ಹೆಚ್ಚಿಸುವಂತಹ ಒಳ್ಳೆಯ ಪುಸ್ತಕಗಳನ್ನು ಸಂಗ್ರಹಿಸಿ, ಅವುಗಳನ್ನು ಓದುವ ಹವ್ಯಾಸ ರೂಡಿಸಿಕೊಳ್ಳಬೇಕು ಎಂದು ಹೇಳಿದರು. ಜಿಲ್ಲಾ ಪಂಚಾಯತ್ ಮುಖ್ಯ ಕಾರ್ಯನಿರ್ವಾಹಕ ಅಧಿಕಾರಿ ರಾಹುಲ್ ರತ್ನಂ ಪಾಂಡೇಯ ಅವರು ಮಾತನಾಡಿ, ಜೀವನದಲ್ಲಿ ಓದು ಮುಖ್ಯವಾಗಿದೆ. ಮಕ್ಕಳು ಪುಸ್ತಕಗಳನ್ನು ಓದುವುದು ಮತ್ತು ಬರೆಯುವಂತಹ ಕೌಶಲ್ಯಗಳನ್ನು ರೂಡಿಸಿಕೊಳ್ಳಬೇಕು. ಜೀವನದಲ್ಲಿನ ಸಮಸ್ಯೆಗಳು ಮತ್ತು ಸವಾಲುಗಳನ್ನು ಪರಿಹರಿಸುವಂತಹ ಶಕ್ತಿ ಪುಸ್ತಕಗಳಲ್ಲಿ ಅಡಗಿದೆ. ಪುಸ್ತಕಗಳನ್ನು ನಿರಂತರವಾಗಿ ಓದುವುದರಿಂದ ಜೀವನದಲ್ಲಿ ಅತ್ಯುತ್ತಮವಾದ ಸ್ಥಾನದ ಉದ್ಯೋಗವನ್ನು ಪಡೆಯಲು ಸಹಾಯಕವಾಗಿದೆ. ಇಂದಿನ ದಿನಮಾನಗಳಲ್ಲಿ ಗಣಿತಕ್ಕೆ ಬಹಳ ಪ್ರಾಮುಖ್ಯತೆಯಿದ್ದು, ಯಾವುದೇ ವ್ಯಾಪಾರ-ವಹಿವಾಟು ಮಾಡಲು ಲೆಕ್ಕ ಅಗತ್ಯವಾಗಿದೆ. ಗಣಿತವು ಮೆದುಳಿನ ಸಾಮರ್ಥ್ಯ ಮತ್ತು ಶಕ್ತಿಯನ್ನು ಹೆಚ್ಚಿಸುತ್ತದೆ. ಮಹಾನ್ ವ್ಯಕ್ತಿಗಳ ಜೀವನ ಚರಿತ್ರೆಯ ಪುಸ್ತಕ ಓದುವುದರಿಂದ ಅವರ ಆದರ್ಶಗಳು ನಮಗೆ ತಿಳಿಯುತ್ತವೆ. ಅವುಗಳನ್ನು ನಮ್ಮ ಜೀವನದಲ್ಲಿ ಅಳವಡಿಸಿಕೊಂಡರೆ ನಾವು ಕೂಡಾ ಜೀವನದಲ್ಲಿ ಯಶಸ್ವಿಯಾಗುತ್ತೇವೆ ಎಂದರು. (215, 458, 921, 603)
